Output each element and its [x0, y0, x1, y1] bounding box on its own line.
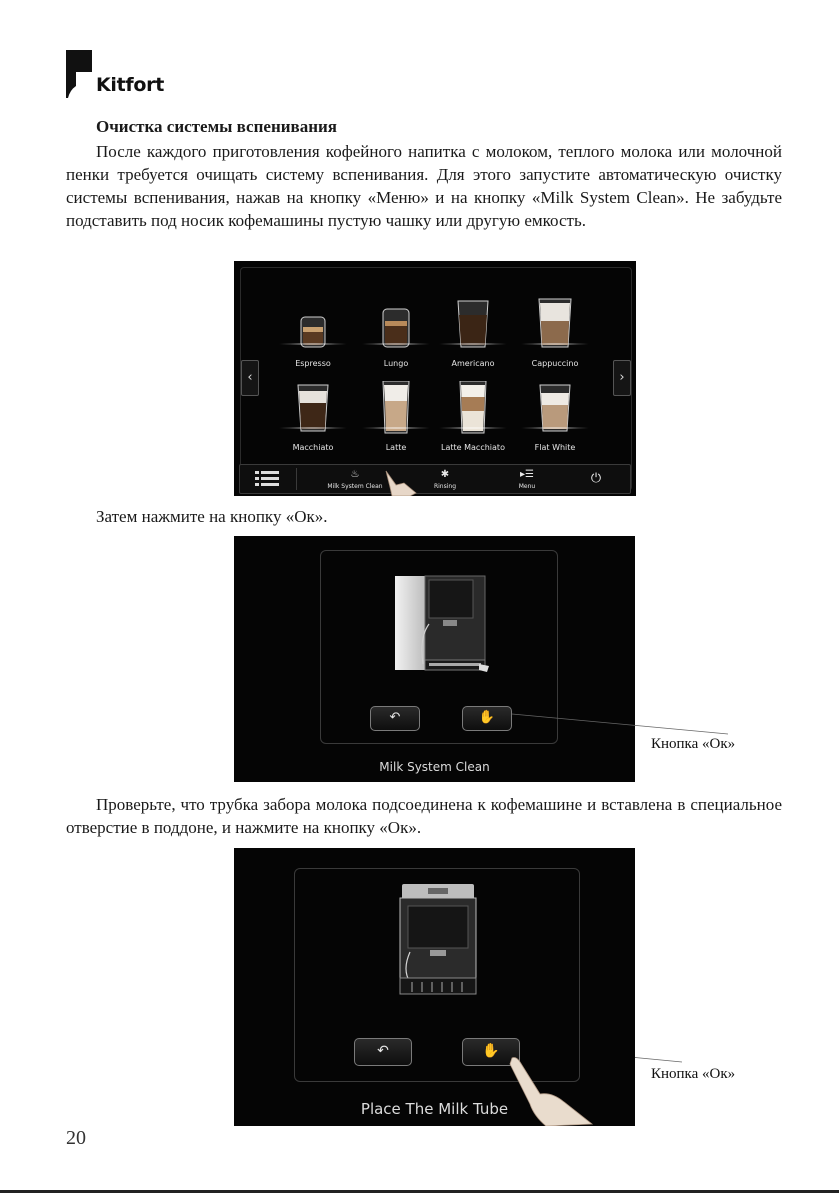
back-arrow-icon: ↶: [389, 710, 401, 725]
power-icon: ⏻: [590, 471, 602, 486]
coffee-machine-front-icon: [396, 882, 482, 1012]
paragraph-check-tube: Проверьте, что трубка забора молока подсоединена к кофемашине и вставлена в специальное отверстие в поддоне, и нажмите на кнопку «Ок».: [66, 795, 782, 837]
pointing-finger-icon: [506, 1054, 598, 1126]
brand-name: Kitfort: [96, 74, 164, 96]
milk-clean-label: Milk System Clean: [327, 483, 383, 490]
hand-ok-icon: ✋: [478, 710, 496, 725]
back-arrow-icon: ↶: [377, 1043, 389, 1059]
back-button[interactable]: [354, 1038, 412, 1066]
drink-label: Cappuccino: [531, 359, 579, 368]
rinsing-icon: ✱: [440, 469, 450, 480]
drink-label: Latte: [385, 443, 407, 452]
drink-label: Latte Macchiato: [441, 443, 505, 452]
page-number: 20: [66, 1127, 86, 1149]
hand-ok-icon: ✋: [482, 1043, 500, 1059]
rinsing-label: Rinsing: [433, 483, 457, 490]
prev-arrow-button[interactable]: ‹: [241, 360, 259, 396]
section-heading: Очистка системы вспенивания: [96, 117, 338, 136]
milk-clean-icon: ♨: [350, 469, 360, 480]
drink-label: Flat White: [534, 443, 576, 452]
paragraph-intro: После каждого приготовления кофейного напитка с молоком, теплого молока или молочной пенки требуется очищать систему вспенивания. Для этого запустите автоматическую очистку системы вспенивания, нажав на кнопку «Меню» и на кнопку «Milk System Clean». Не забудьте подставить под носик кофемашины пустую чашку или другую емкость.: [66, 142, 782, 230]
drink-label: Espresso: [295, 359, 331, 368]
screen-caption: Place The Milk Tube: [360, 1100, 509, 1118]
drink-label: Macchiato: [292, 443, 334, 452]
ok-button-callout: Кнопка «Ок»: [651, 1066, 736, 1082]
next-arrow-button[interactable]: ›: [613, 360, 631, 396]
menu-label: Menu: [518, 483, 536, 490]
drink-label: Lungo: [383, 359, 409, 368]
paragraph-press-ok: Затем нажмите на кнопку «Ок».: [96, 507, 328, 526]
screen-caption: Milk System Clean: [379, 760, 490, 774]
drink-label: Americano: [451, 359, 495, 368]
screen-place-milk-tube: [234, 848, 635, 1126]
menu-icon: ▸☰: [520, 469, 534, 480]
ok-button-callout: Кнопка «Ок»: [651, 736, 736, 752]
